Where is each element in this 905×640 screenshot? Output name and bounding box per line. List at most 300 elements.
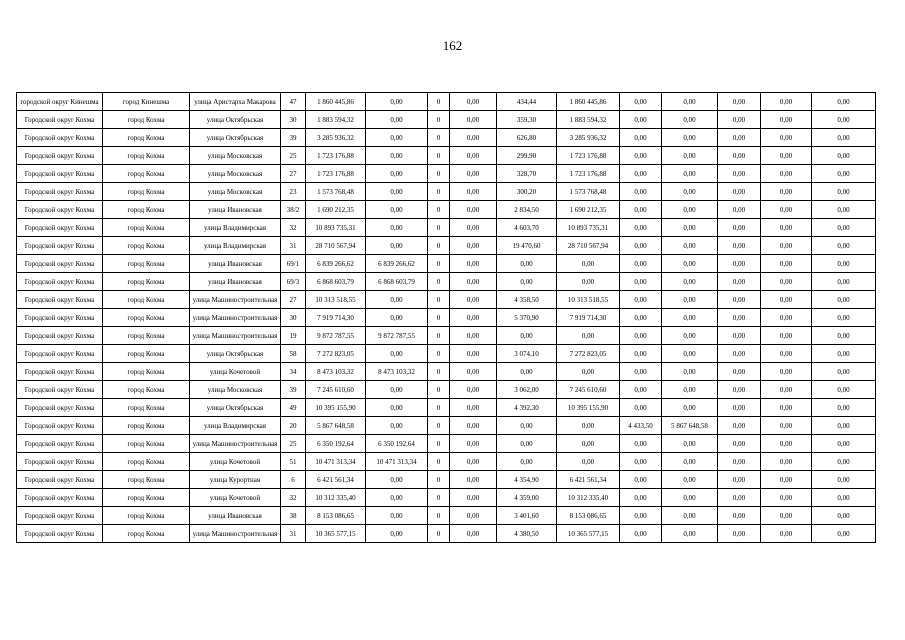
table-cell: 0,00 bbox=[557, 255, 620, 273]
table-cell: 0,00 bbox=[366, 507, 428, 525]
table-cell: 31 bbox=[281, 237, 306, 255]
table-cell: 0,00 bbox=[620, 471, 662, 489]
table-cell: 0,00 bbox=[662, 165, 718, 183]
table-cell: город Кохма bbox=[103, 435, 190, 453]
table-cell: 0,00 bbox=[761, 525, 812, 543]
table-cell: 0,00 bbox=[718, 219, 761, 237]
table-cell: городской округ Кинешма bbox=[17, 93, 103, 111]
table-cell: 0,00 bbox=[812, 435, 876, 453]
table-cell: Городской округ Кохма bbox=[17, 525, 103, 543]
table-cell: 0 bbox=[428, 399, 450, 417]
table-cell: город Кохма bbox=[103, 273, 190, 291]
table-cell: 0,00 bbox=[812, 165, 876, 183]
table-cell: 7 919 714,30 bbox=[306, 309, 366, 327]
table-cell: 0,00 bbox=[620, 129, 662, 147]
table-cell: Городской округ Кохма bbox=[17, 489, 103, 507]
table-cell: 6 868 603,79 bbox=[366, 273, 428, 291]
table-cell: 0,00 bbox=[718, 453, 761, 471]
table-cell: 1 723 176,88 bbox=[557, 147, 620, 165]
table-cell: 0,00 bbox=[366, 381, 428, 399]
table-cell: 0,00 bbox=[718, 435, 761, 453]
table-cell: 0,00 bbox=[662, 435, 718, 453]
table-cell: 0,00 bbox=[620, 147, 662, 165]
table-cell: 359,30 bbox=[497, 111, 557, 129]
table-row bbox=[17, 183, 876, 201]
table-cell: 3 285 936,32 bbox=[306, 129, 366, 147]
table-cell: улица Владимирская bbox=[190, 417, 281, 435]
table-cell: Городской округ Кохма bbox=[17, 507, 103, 525]
table-cell: город Кохма bbox=[103, 255, 190, 273]
table-cell: город Кохма bbox=[103, 291, 190, 309]
table-row bbox=[17, 219, 876, 237]
table-cell: 0,00 bbox=[450, 273, 497, 291]
table-cell: 10 893 735,31 bbox=[306, 219, 366, 237]
table-cell: 0,00 bbox=[620, 399, 662, 417]
table-cell: город Кохма bbox=[103, 507, 190, 525]
table-cell: 0,00 bbox=[662, 273, 718, 291]
data-table bbox=[16, 92, 876, 543]
table-cell: улица Машиностроительная bbox=[190, 309, 281, 327]
table-cell: город Кохма bbox=[103, 327, 190, 345]
table-cell: 0,00 bbox=[497, 273, 557, 291]
table-cell: 0 bbox=[428, 93, 450, 111]
table-row bbox=[17, 399, 876, 417]
table-cell: 0,00 bbox=[718, 345, 761, 363]
table-cell: Городской округ Кохма bbox=[17, 345, 103, 363]
table-cell: 0,00 bbox=[812, 183, 876, 201]
table-cell: город Кохма bbox=[103, 165, 190, 183]
table-cell: Городской округ Кохма bbox=[17, 399, 103, 417]
table-cell: город Кохма bbox=[103, 381, 190, 399]
table-cell: город Кохма bbox=[103, 147, 190, 165]
table-cell: город Кинешма bbox=[103, 93, 190, 111]
table-cell: 0 bbox=[428, 201, 450, 219]
table-cell: 0,00 bbox=[620, 381, 662, 399]
table-cell: 0,00 bbox=[450, 435, 497, 453]
table-cell: 0,00 bbox=[812, 129, 876, 147]
table-cell: 0,00 bbox=[761, 129, 812, 147]
table-cell: улица Кочетовой bbox=[190, 489, 281, 507]
table-cell: 0,00 bbox=[812, 471, 876, 489]
table-cell: Городской округ Кохма bbox=[17, 273, 103, 291]
table-cell: 0,00 bbox=[662, 489, 718, 507]
table-cell: 0,00 bbox=[718, 471, 761, 489]
table-cell: 0,00 bbox=[718, 309, 761, 327]
table-cell: 0,00 bbox=[662, 525, 718, 543]
table-cell: город Кохма bbox=[103, 363, 190, 381]
table-cell: 6 839 266,62 bbox=[366, 255, 428, 273]
table-cell: улица Московская bbox=[190, 183, 281, 201]
table-cell: 0,00 bbox=[718, 525, 761, 543]
table-cell: 0,00 bbox=[761, 111, 812, 129]
table-cell: 0,00 bbox=[662, 147, 718, 165]
table-cell: 10 313 518,55 bbox=[306, 291, 366, 309]
table-cell: 32 bbox=[281, 219, 306, 237]
table-cell: 6 868 603,79 bbox=[306, 273, 366, 291]
table-cell: 0,00 bbox=[718, 183, 761, 201]
table-cell: 0 bbox=[428, 273, 450, 291]
table-cell: 30 bbox=[281, 309, 306, 327]
table-cell: 8 473 103,32 bbox=[306, 363, 366, 381]
table-cell: 0,00 bbox=[718, 165, 761, 183]
table-cell: 69/3 bbox=[281, 273, 306, 291]
table-cell: 32 bbox=[281, 489, 306, 507]
table-cell: город Кохма bbox=[103, 129, 190, 147]
table-cell: улица Владимирская bbox=[190, 219, 281, 237]
table-cell: 0,00 bbox=[718, 93, 761, 111]
table-cell: 38 bbox=[281, 507, 306, 525]
table-cell: город Кохма bbox=[103, 453, 190, 471]
table-cell: 0 bbox=[428, 363, 450, 381]
table-cell: 0,00 bbox=[812, 525, 876, 543]
table-cell: город Кохма bbox=[103, 219, 190, 237]
table-cell: 0,00 bbox=[662, 201, 718, 219]
table-row bbox=[17, 363, 876, 381]
table-cell: 0,00 bbox=[812, 237, 876, 255]
table-cell: 0 bbox=[428, 147, 450, 165]
table-cell: 0,00 bbox=[450, 417, 497, 435]
table-cell: 5 867 648,58 bbox=[662, 417, 718, 435]
table-cell: 0,00 bbox=[366, 291, 428, 309]
table-cell: 0,00 bbox=[620, 219, 662, 237]
table-cell: 0,00 bbox=[620, 237, 662, 255]
table-cell: 0,00 bbox=[718, 273, 761, 291]
table-row bbox=[17, 201, 876, 219]
table-cell: 47 bbox=[281, 93, 306, 111]
table-cell: 0 bbox=[428, 291, 450, 309]
table-cell: 0,00 bbox=[620, 201, 662, 219]
table-cell: 0,00 bbox=[761, 327, 812, 345]
table-cell: 0,00 bbox=[497, 255, 557, 273]
table-cell: 434,44 bbox=[497, 93, 557, 111]
table-cell: 0,00 bbox=[761, 435, 812, 453]
table-cell: 0,00 bbox=[620, 363, 662, 381]
table-cell: 0,00 bbox=[557, 363, 620, 381]
table-cell: 0,00 bbox=[718, 129, 761, 147]
table-cell: 0,00 bbox=[662, 111, 718, 129]
table-cell: 0,00 bbox=[662, 237, 718, 255]
table-cell: 0,00 bbox=[761, 237, 812, 255]
table-cell: 0,00 bbox=[718, 489, 761, 507]
table-cell: 0,00 bbox=[366, 417, 428, 435]
table-cell: Городской округ Кохма bbox=[17, 165, 103, 183]
table-cell: 0,00 bbox=[366, 525, 428, 543]
table-row bbox=[17, 129, 876, 147]
table-cell: 1 573 768,48 bbox=[306, 183, 366, 201]
table-cell: 0,00 bbox=[366, 183, 428, 201]
table-cell: 0,00 bbox=[662, 309, 718, 327]
table-row bbox=[17, 273, 876, 291]
table-cell: 0,00 bbox=[812, 345, 876, 363]
table-cell: 0,00 bbox=[761, 273, 812, 291]
table-cell: 0,00 bbox=[812, 453, 876, 471]
table-cell: 0,00 bbox=[450, 255, 497, 273]
table-cell: 0,00 bbox=[620, 489, 662, 507]
table-cell: 4 433,50 bbox=[620, 417, 662, 435]
table-cell: 51 bbox=[281, 453, 306, 471]
table-cell: 0,00 bbox=[620, 309, 662, 327]
table-cell: 10 395 155,90 bbox=[306, 399, 366, 417]
table-cell: 0 bbox=[428, 417, 450, 435]
table-cell: 0 bbox=[428, 507, 450, 525]
table-cell: 27 bbox=[281, 165, 306, 183]
table-cell: город Кохма bbox=[103, 525, 190, 543]
table-cell: улица Ивановская bbox=[190, 273, 281, 291]
table-cell: 0,00 bbox=[450, 363, 497, 381]
table-cell: 6 839 266,62 bbox=[306, 255, 366, 273]
table-cell: Городской округ Кохма bbox=[17, 201, 103, 219]
table-cell: 0,00 bbox=[662, 507, 718, 525]
table-cell: 0,00 bbox=[718, 417, 761, 435]
table-row bbox=[17, 147, 876, 165]
table-row bbox=[17, 489, 876, 507]
table-cell: 0 bbox=[428, 309, 450, 327]
table-row bbox=[17, 471, 876, 489]
table-cell: 2 834,50 bbox=[497, 201, 557, 219]
table-cell: 0,00 bbox=[450, 327, 497, 345]
table-cell: 10 313 518,55 bbox=[557, 291, 620, 309]
table-cell: 0,00 bbox=[366, 345, 428, 363]
table-cell: 1 690 212,35 bbox=[306, 201, 366, 219]
table-cell: город Кохма bbox=[103, 471, 190, 489]
table-cell: 0,00 bbox=[450, 345, 497, 363]
table-cell: 3 062,00 bbox=[497, 381, 557, 399]
table-cell: 0,00 bbox=[366, 489, 428, 507]
table-cell: город Кохма bbox=[103, 399, 190, 417]
table-cell: Городской округ Кохма bbox=[17, 327, 103, 345]
table-cell: 0,00 bbox=[366, 309, 428, 327]
table-cell: 7 245 610,60 bbox=[306, 381, 366, 399]
table-cell: 3 401,60 bbox=[497, 507, 557, 525]
table-cell: Городской округ Кохма bbox=[17, 363, 103, 381]
table-cell: 0,00 bbox=[450, 93, 497, 111]
table-cell: 0,00 bbox=[761, 489, 812, 507]
table-cell: 9 872 787,55 bbox=[366, 327, 428, 345]
table-cell: Городской округ Кохма bbox=[17, 471, 103, 489]
table-cell: 1 573 768,48 bbox=[557, 183, 620, 201]
table-cell: 31 bbox=[281, 525, 306, 543]
table-cell: Городской округ Кохма bbox=[17, 381, 103, 399]
table-cell: 7 919 714,30 bbox=[557, 309, 620, 327]
table-row bbox=[17, 507, 876, 525]
table-cell: 0 bbox=[428, 345, 450, 363]
table-cell: 0,00 bbox=[497, 453, 557, 471]
table-cell: 9 872 787,55 bbox=[306, 327, 366, 345]
table-cell: 0,00 bbox=[497, 327, 557, 345]
table-cell: 0,00 bbox=[812, 273, 876, 291]
table-cell: город Кохма bbox=[103, 345, 190, 363]
table-cell: 299,90 bbox=[497, 147, 557, 165]
table-cell: улица Октябрьская bbox=[190, 345, 281, 363]
table-cell: 0,00 bbox=[620, 93, 662, 111]
table-cell: 0,00 bbox=[662, 255, 718, 273]
table-cell: улица Владимирская bbox=[190, 237, 281, 255]
table-cell: Городской округ Кохма bbox=[17, 417, 103, 435]
table-cell: 6 bbox=[281, 471, 306, 489]
table-cell: 0,00 bbox=[662, 129, 718, 147]
table-cell: 0 bbox=[428, 255, 450, 273]
table-cell: 0 bbox=[428, 453, 450, 471]
table-row bbox=[17, 453, 876, 471]
table-cell: 328,70 bbox=[497, 165, 557, 183]
table-cell: 19 bbox=[281, 327, 306, 345]
table-cell: 23 bbox=[281, 183, 306, 201]
table-cell: 5 867 648,58 bbox=[306, 417, 366, 435]
table-cell: 0 bbox=[428, 525, 450, 543]
table-cell: Городской округ Кохма bbox=[17, 237, 103, 255]
table-cell: 34 bbox=[281, 363, 306, 381]
table-cell: 0,00 bbox=[450, 219, 497, 237]
table-cell: 0,00 bbox=[662, 345, 718, 363]
table-cell: 0,00 bbox=[662, 381, 718, 399]
table-cell: улица Кочетовой bbox=[190, 363, 281, 381]
table-cell: 0 bbox=[428, 471, 450, 489]
table-cell: 0,00 bbox=[497, 417, 557, 435]
table-cell: 0,00 bbox=[718, 147, 761, 165]
table-cell: 0,00 bbox=[366, 219, 428, 237]
table-cell: улица Октябрьская bbox=[190, 111, 281, 129]
table-cell: 0,00 bbox=[812, 255, 876, 273]
table-cell: 0,00 bbox=[450, 489, 497, 507]
table-cell: 0 bbox=[428, 129, 450, 147]
table-row bbox=[17, 93, 876, 111]
table-cell: город Кохма bbox=[103, 111, 190, 129]
table-cell: 0 bbox=[428, 111, 450, 129]
table-cell: 39 bbox=[281, 381, 306, 399]
table-cell: 0,00 bbox=[761, 93, 812, 111]
table-cell: 10 365 577,15 bbox=[557, 525, 620, 543]
table-cell: 0,00 bbox=[662, 291, 718, 309]
table-cell: 25 bbox=[281, 435, 306, 453]
table-row bbox=[17, 237, 876, 255]
table-cell: 0,00 bbox=[557, 417, 620, 435]
table-cell: 6 421 561,34 bbox=[557, 471, 620, 489]
table-cell: город Кохма bbox=[103, 417, 190, 435]
table-cell: 0,00 bbox=[450, 309, 497, 327]
table-cell: 0,00 bbox=[620, 327, 662, 345]
table-cell: Городской округ Кохма bbox=[17, 219, 103, 237]
table-cell: улица Московская bbox=[190, 381, 281, 399]
table-cell: 0,00 bbox=[620, 183, 662, 201]
table-cell: 0,00 bbox=[620, 111, 662, 129]
table-cell: 0,00 bbox=[812, 309, 876, 327]
table-cell: улица Машиностроительная bbox=[190, 327, 281, 345]
table-cell: 0,00 bbox=[366, 93, 428, 111]
table-cell: город Кохма bbox=[103, 309, 190, 327]
table-cell: город Кохма bbox=[103, 489, 190, 507]
table-cell: 0,00 bbox=[761, 165, 812, 183]
table-cell: Городской округ Кохма bbox=[17, 255, 103, 273]
table-cell: 0,00 bbox=[620, 453, 662, 471]
table-cell: 0,00 bbox=[620, 345, 662, 363]
table-cell: 0 bbox=[428, 165, 450, 183]
table-cell: 0,00 bbox=[718, 111, 761, 129]
table-cell: 0,00 bbox=[812, 399, 876, 417]
table-cell: 58 bbox=[281, 345, 306, 363]
table-cell: 4 392,30 bbox=[497, 399, 557, 417]
table-cell: 0,00 bbox=[718, 363, 761, 381]
table-cell: 0,00 bbox=[761, 201, 812, 219]
table-cell: 0,00 bbox=[812, 381, 876, 399]
table-cell: 0,00 bbox=[812, 489, 876, 507]
table-cell: 0,00 bbox=[497, 363, 557, 381]
table-cell: 1 860 445,86 bbox=[306, 93, 366, 111]
table-cell: 49 bbox=[281, 399, 306, 417]
table-cell: 0,00 bbox=[761, 399, 812, 417]
table-cell: 0,00 bbox=[718, 399, 761, 417]
table-cell: 7 272 823,05 bbox=[557, 345, 620, 363]
table-cell: 8 153 086,65 bbox=[557, 507, 620, 525]
table-cell: 0,00 bbox=[761, 363, 812, 381]
table-cell: 0,00 bbox=[366, 111, 428, 129]
page-number: 162 bbox=[442, 38, 463, 53]
table-cell: 0,00 bbox=[718, 255, 761, 273]
table-cell: Городской округ Кохма bbox=[17, 111, 103, 129]
table-cell: 0,00 bbox=[662, 399, 718, 417]
table-cell: 0 bbox=[428, 183, 450, 201]
table-cell: 0,00 bbox=[761, 345, 812, 363]
table-cell: 0,00 bbox=[366, 129, 428, 147]
table-cell: 0,00 bbox=[450, 507, 497, 525]
table-cell: 1 883 594,32 bbox=[557, 111, 620, 129]
table-cell: город Кохма bbox=[103, 183, 190, 201]
table-cell: 0,00 bbox=[812, 201, 876, 219]
table-row bbox=[17, 255, 876, 273]
table-body bbox=[17, 93, 876, 543]
table-cell: 0,00 bbox=[366, 237, 428, 255]
table-cell: Городской округ Кохма bbox=[17, 183, 103, 201]
table-cell: 0,00 bbox=[620, 165, 662, 183]
table-cell: 0,00 bbox=[450, 201, 497, 219]
table-cell: 0,00 bbox=[812, 111, 876, 129]
table-cell: 0,00 bbox=[450, 525, 497, 543]
table-cell: 28 710 567,94 bbox=[306, 237, 366, 255]
table-cell: 0,00 bbox=[812, 327, 876, 345]
table-cell: 0,00 bbox=[557, 273, 620, 291]
table-cell: 0,00 bbox=[450, 471, 497, 489]
table-cell: 0,00 bbox=[718, 237, 761, 255]
table-cell: 6 350 192,64 bbox=[306, 435, 366, 453]
table-cell: 20 bbox=[281, 417, 306, 435]
table-cell: 5 370,90 bbox=[497, 309, 557, 327]
table-row bbox=[17, 525, 876, 543]
table-row bbox=[17, 417, 876, 435]
table-cell: улица Кочетовой bbox=[190, 453, 281, 471]
table-cell: 6 421 561,34 bbox=[306, 471, 366, 489]
table-cell: улица Курортная bbox=[190, 471, 281, 489]
table-cell: 0,00 bbox=[718, 201, 761, 219]
table-cell: 10 395 155,90 bbox=[557, 399, 620, 417]
table-cell: 0,00 bbox=[761, 471, 812, 489]
table-cell: 0 bbox=[428, 435, 450, 453]
table-cell: 0,00 bbox=[450, 147, 497, 165]
table-cell: город Кохма bbox=[103, 201, 190, 219]
table-cell: 0 bbox=[428, 327, 450, 345]
table-cell: 0,00 bbox=[557, 453, 620, 471]
table-cell: 8 153 086,65 bbox=[306, 507, 366, 525]
table-cell: 0,00 bbox=[497, 435, 557, 453]
table-cell: 0,00 bbox=[761, 255, 812, 273]
table-cell: 0,00 bbox=[662, 219, 718, 237]
table-cell: 0,00 bbox=[812, 417, 876, 435]
table-cell: город Кохма bbox=[103, 237, 190, 255]
table-cell: 0 bbox=[428, 489, 450, 507]
table-cell: 0,00 bbox=[366, 399, 428, 417]
table-cell: 0,00 bbox=[450, 111, 497, 129]
table-cell: 7 245 610,60 bbox=[557, 381, 620, 399]
table-cell: 4 380,50 bbox=[497, 525, 557, 543]
table-cell: 0 bbox=[428, 237, 450, 255]
